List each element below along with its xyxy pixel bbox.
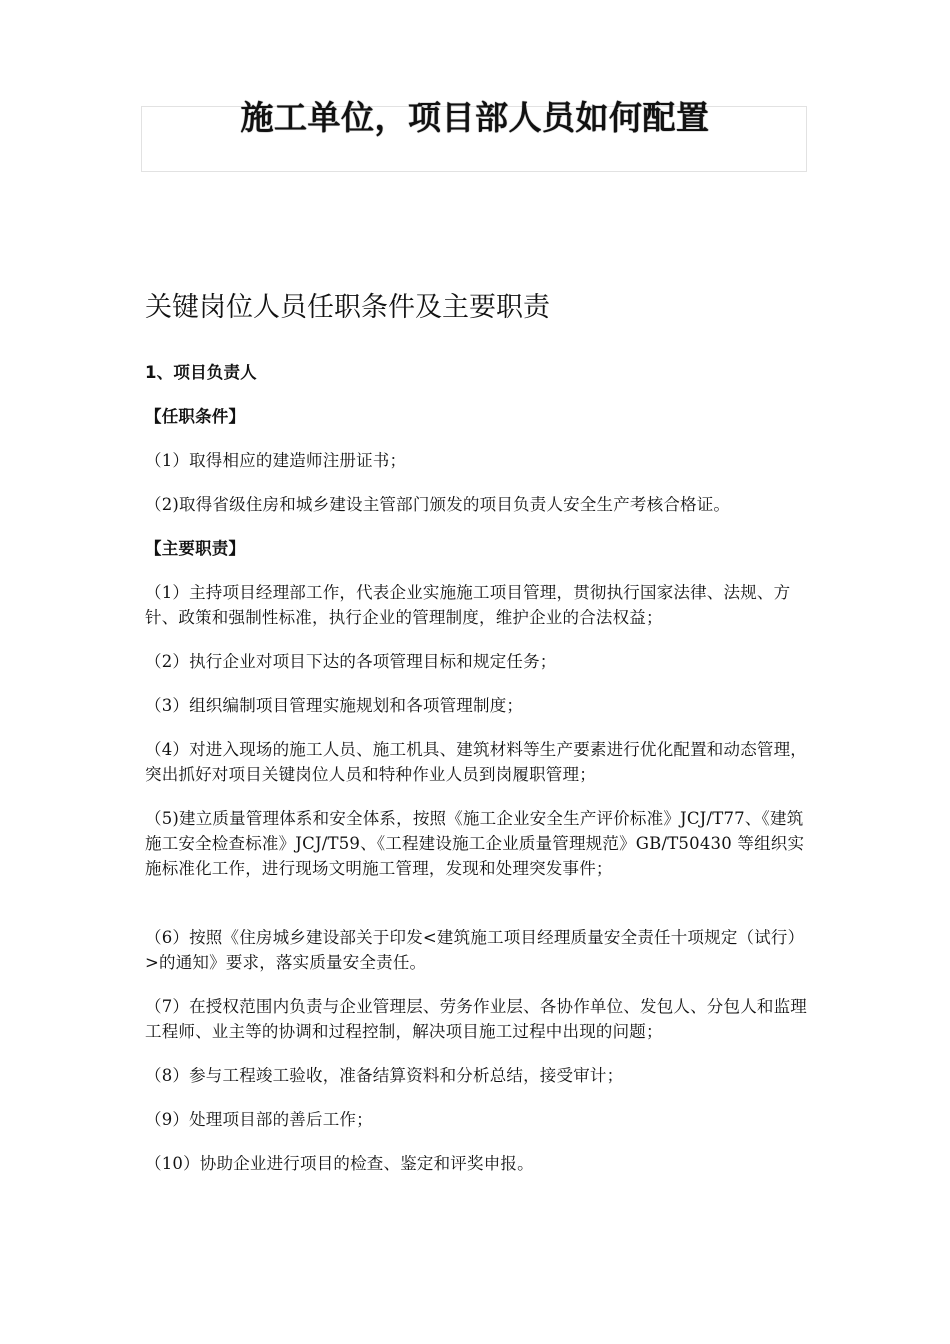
qualification-item: （1）取得相应的建造师注册证书； — [145, 451, 407, 470]
duty-item: （3）组织编制项目管理实施规划和各项管理制度； — [145, 696, 524, 715]
qualification-item: （2)取得省级住房和城乡建设主管部门颁发的项目负责人安全生产考核合格证。 — [145, 495, 731, 514]
duty-item: （6）按照《住房城乡建设部关于印发<建筑施工项目经理质量安全责任十项规定（试行）>的通知》要求，落实质量安全责任。 — [145, 928, 805, 972]
duties-heading: 【主要职责】 — [145, 539, 246, 558]
duty-item: （5)建立质量管理体系和安全体系，按照《施工企业安全生产评价标准》JCJ/T77、《建筑施工安全检查标准》JCJ/T59、《工程建设施工企业质量管理规范》GB/T50430 等组织实施标准化工作，进行现场文明施工管理，发现和处理突发事件； — [145, 809, 805, 878]
section-heading: 关键岗位人员任职条件及主要职责 — [145, 292, 550, 323]
duty-item: （9）处理项目部的善后工作； — [145, 1110, 373, 1129]
duty-item: （7）在授权范围内负责与企业管理层、劳务作业层、各协作单位、发包人、分包人和监理工程师、业主等的协调和过程控制，解决项目施工过程中出现的问题； — [145, 997, 807, 1041]
duty-item: （10）协助企业进行项目的检查、鉴定和评奖申报。 — [145, 1154, 534, 1173]
duty-item: （2）执行企业对项目下达的各项管理目标和规定任务； — [145, 652, 557, 671]
qualifications-heading: 【任职条件】 — [145, 407, 246, 426]
document-title: 施工单位，项目部人员如何配置 — [240, 98, 710, 137]
role-heading: 1、项目负责人 — [145, 363, 257, 382]
duty-item: （1）主持项目经理部工作，代表企业实施施工项目管理，贯彻执行国家法律、法规、方针、政策和强制性标准，执行企业的管理制度，维护企业的合法权益； — [145, 583, 791, 627]
duty-item: （8）参与工程竣工验收，准备结算资料和分析总结，接受审计； — [145, 1066, 624, 1085]
duty-item: （4）对进入现场的施工人员、施工机具、建筑材料等生产要素进行优化配置和动态管理，突出抓好对项目关键岗位人员和特种作业人员到岗履职管理； — [145, 740, 807, 784]
